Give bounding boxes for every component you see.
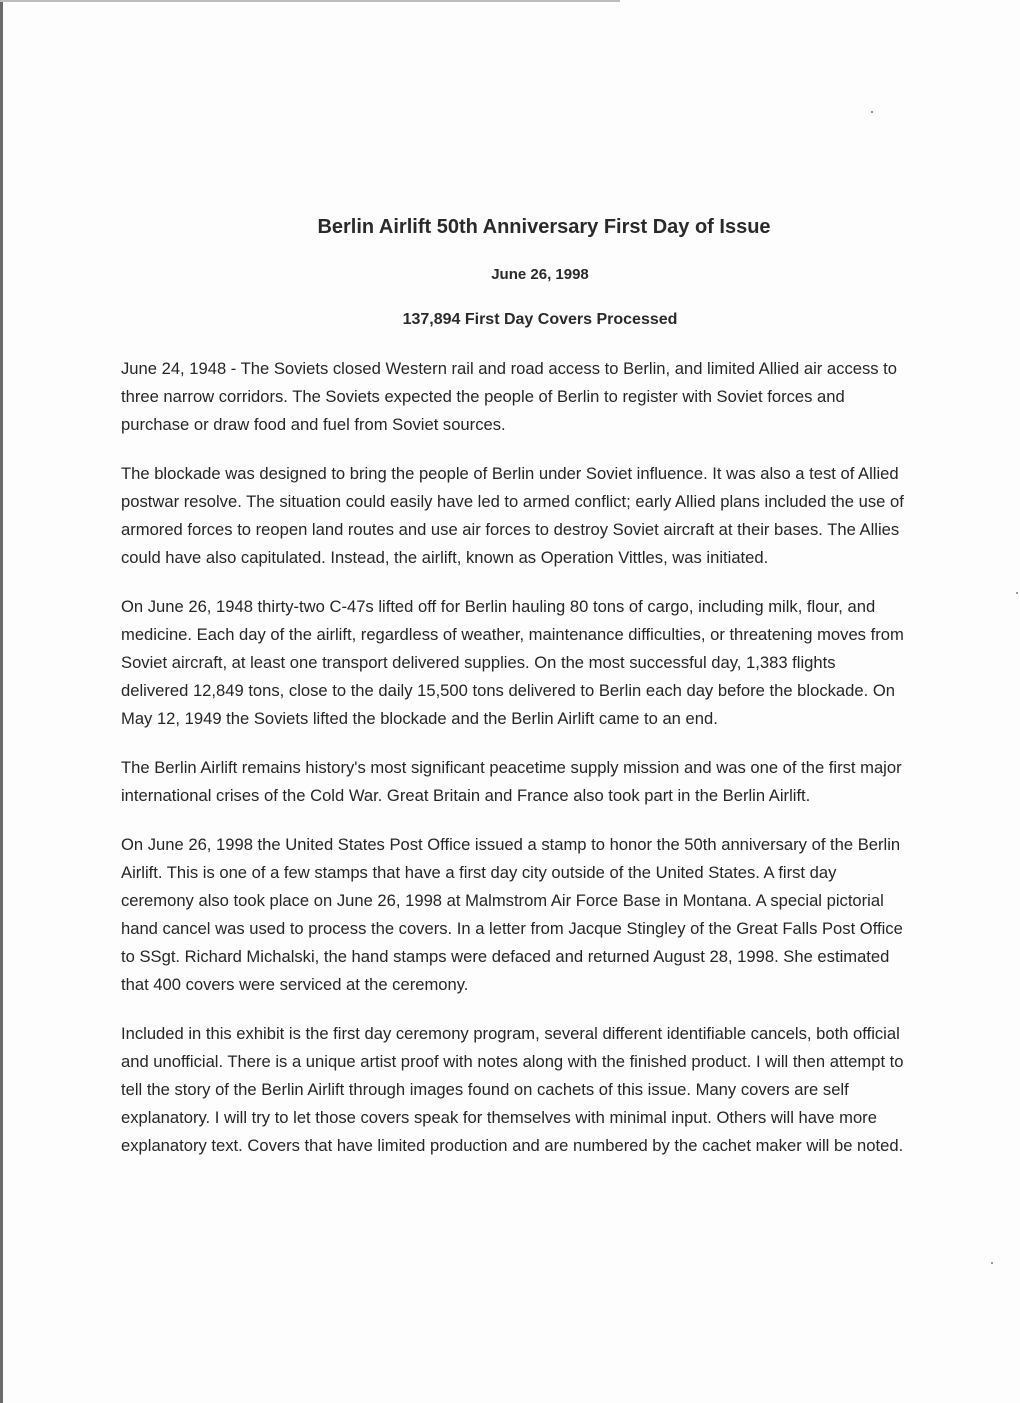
- paragraph-stamp-issue: On June 26, 1998 the United States Post Office issued a stamp to honor the 50th anniversary of the Berlin Airlift. This is one of a few stamps that have a first day city outside of the United States. A first day ceremony also took place on June 26, 1998 at Malmstrom Air Force Base in Montana. A special pictorial hand cancel was used to process the covers. In a letter from Jacque Stingley of the Great Falls Post Office to SSgt. Richard Michalski, the hand stamps were defaced and returned August 28, 1998. She estimated that 400 covers were serviced at the ceremony.: [121, 835, 903, 994]
- document-date: June 26, 1998: [491, 266, 589, 283]
- scan-speck: [871, 111, 873, 113]
- paragraph-blockade-purpose: The blockade was designed to bring the people of Berlin under Soviet influence. It was also a test of Allied postwar resolve. The situation could easily have led to armed conflict; early Allied plans included the use of armored forces to reopen land routes and use air forces to destroy Soviet aircraft at their bases. The Allies could have also capitulated. Instead, the airlift, known as Operation Vittles, was initiated.: [121, 464, 904, 567]
- paragraph-airlift-significance: The Berlin Airlift remains history's most significant peacetime supply mission and was one of the first major international crises of the Cold War. Great Britain and France also took part in the Berlin Airlift.: [121, 758, 902, 805]
- scan-edge-top: [0, 0, 620, 2]
- paragraph-exhibit-contents: Included in this exhibit is the first day ceremony program, several different identifiable cancels, both official and unofficial. There is a unique artist proof with notes along with the finished product. I will then attempt to tell the story of the Berlin Airlift through images found on cachets of this issue. Many covers are self explanatory. I will try to let those covers speak for themselves with minimal input. Others will have more explanatory text. Covers that have limited production and are numbered by the cachet maker will be noted.: [121, 1024, 904, 1155]
- paragraph-blockade-start: June 24, 1948 - The Soviets closed Western rail and road access to Berlin, and limited Allied air access to three narrow corridors. The Soviets expected the people of Berlin to register with Soviet forces and purchase or draw food and fuel from Soviet sources.: [121, 359, 898, 434]
- document-title: Berlin Airlift 50th Anniversary First Day of Issue: [317, 216, 771, 238]
- document-body: [121, 355, 906, 1181]
- covers-processed: 137,894 First Day Covers Processed: [402, 311, 678, 328]
- paragraph-airlift-operations: On June 26, 1948 thirty-two C-47s lifted off for Berlin hauling 80 tons of cargo, including milk, flour, and medicine. Each day of the airlift, regardless of weather, maintenance difficulties, or threatening moves from Soviet aircraft, at least one transport delivered supplies. On the most successful day, 1,383 flights delivered 12,849 tons, close to the daily 15,500 tons delivered to Berlin each day before the blockade. On May 12, 1949 the Soviets lifted the blockade and the Berlin Airlift came to an end.: [121, 597, 904, 728]
- scan-edge-left: [0, 0, 3, 1403]
- scan-speck: [1016, 592, 1018, 594]
- scan-speck: [991, 1262, 993, 1264]
